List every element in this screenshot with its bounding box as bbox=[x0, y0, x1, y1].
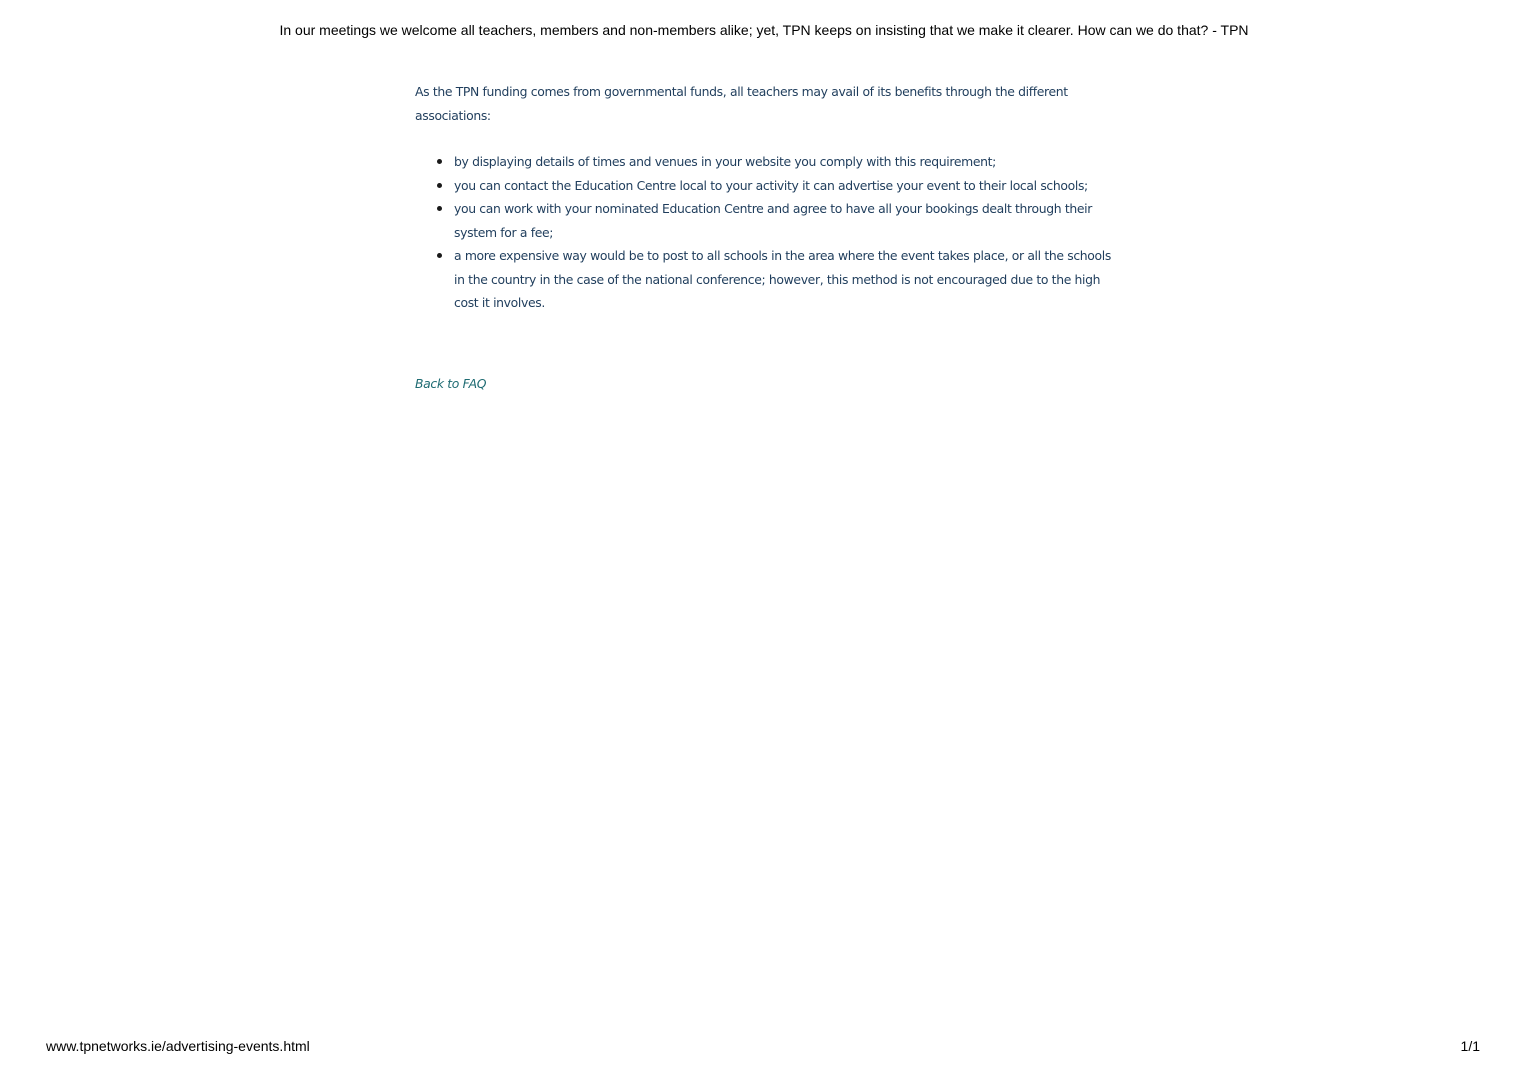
list-item-text: a more expensive way would be to post to all schools in the area where the event takes place, or all the schools in the country in the case of the national conference; however, this method is not encouraged due to the high cost it involves. bbox=[454, 248, 1111, 310]
intro-paragraph: As the TPN funding comes from governmental funds, all teachers may avail of its benefits through the different associations: bbox=[415, 84, 1068, 123]
bullet-icon bbox=[437, 206, 442, 211]
page-title: In our meetings we welcome all teachers, members and non-members alike; yet, TPN keeps on insisting that we make it clearer. How can we do that? - TPN bbox=[279, 22, 1249, 38]
list-item bbox=[415, 197, 1115, 244]
list-item-text: you can work with your nominated Education Centre and agree to have all your bookings dealt through their system for a fee; bbox=[454, 201, 1092, 240]
list-item-text: you can contact the Education Centre local to your activity it can advertise your event to their local schools; bbox=[454, 177, 1088, 193]
article-content bbox=[415, 80, 1115, 395]
bullet-list bbox=[415, 150, 1115, 315]
back-to-faq-link[interactable]: Back to FAQ bbox=[415, 375, 487, 391]
list-item bbox=[415, 150, 1115, 174]
bullet-icon bbox=[437, 159, 442, 164]
bullet-icon bbox=[437, 183, 442, 188]
list-item bbox=[415, 174, 1115, 198]
footer-url: www.tpnetworks.ie/advertising-events.html bbox=[46, 1038, 310, 1054]
list-item bbox=[415, 244, 1115, 315]
page-number: 1/1 bbox=[1460, 1038, 1480, 1054]
list-item-text: by displaying details of times and venues in your website you comply with this requirement; bbox=[454, 154, 996, 169]
bullet-icon bbox=[437, 253, 442, 258]
